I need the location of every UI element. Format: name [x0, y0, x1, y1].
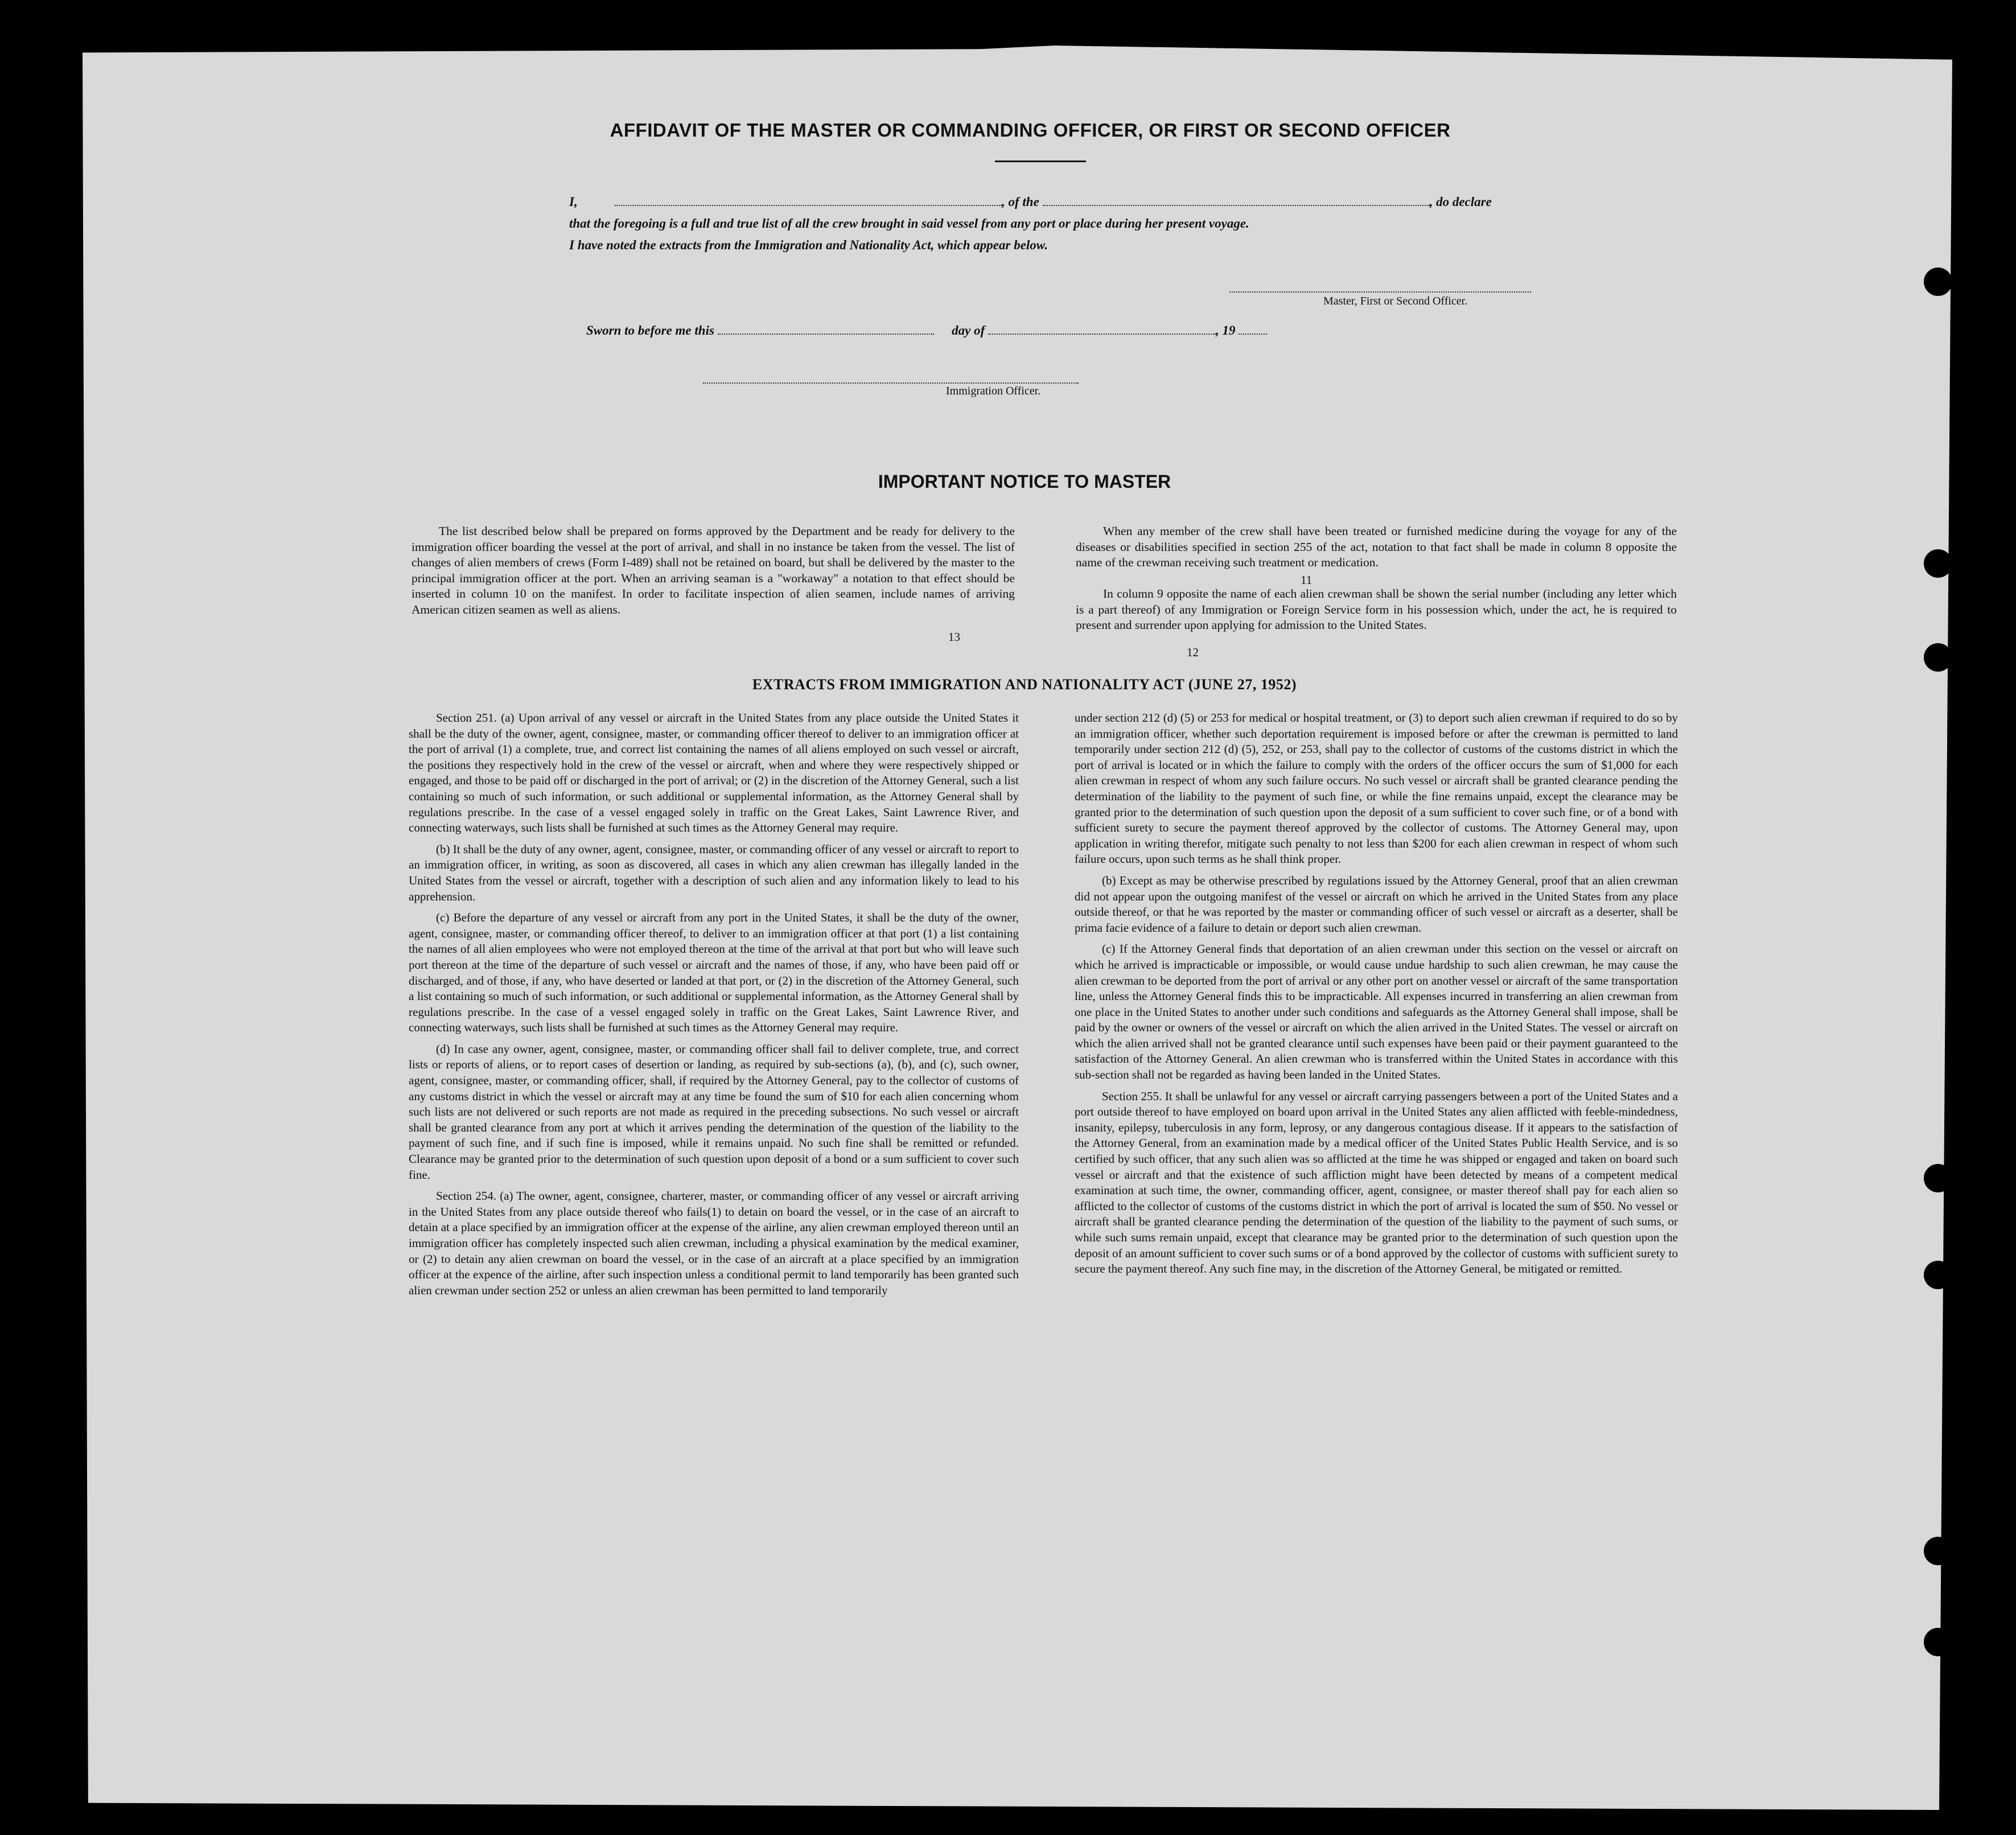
- day-of-label: day of: [952, 323, 985, 338]
- immigration-officer-signature-field[interactable]: [703, 371, 1079, 384]
- declaration-line-2: that the foregoing is a full and true list of all the crew brought in said vessel from any port or place during her present voyage.: [569, 216, 1249, 231]
- section-251-b: (b) It shall be the duty of any owner, agent, consignee, master, or commanding officer of any vessel or aircraft to report to an immigration officer, in writing, as soon as discovered, all cases in which any alien crewman has illegally landed in the United States from the vessel or aircraft, together with a description of such alien and any information likely to lead to his apprehension.: [409, 842, 1019, 903]
- declaration-line-3: I have noted the extracts from the Immigration and Nationality Act, which appear below.: [569, 238, 1048, 252]
- do-declare-label: , do declare: [1429, 195, 1492, 209]
- section-254-a: Section 254. (a) The owner, agent, consignee, charterer, master, or commanding officer of any vessel or aircraft arriving in the United States from any place outside thereof who fails(1) to detain on board the vessel, or in the case of an aircraft to detain at a place specified by an immigration officer at the expense of the airline, any alien crewman employed thereon until an immigration officer has completely inspected such alien crewman, including a physical examination by the medical examiner, or (2) to detain any alien crewman on board the vessel, or in the case of an aircraft at a place specified by an immigration officer at the expence of the airline, after such inspection unless a conditional permit to land temporarily has been granted such alien crewman under section 252 or unless an alien crewman has been permitted to land temporarily: [409, 1189, 1019, 1297]
- extracts-title: EXTRACTS FROM IMMIGRATION AND NATIONALITY ACT (JUNE 27, 1952): [752, 676, 1297, 693]
- section-254-b: (b) Except as may be otherwise prescribed by regulations issued by the Attorney General, proof that an alien crewman did not appear upon the outgoing manifest of the vessel or aircraft on which he arrived in the United States from any place outside thereof, or that he was reported by the master or commanding officer of such vessel or aircraft as a deserter, shall be prima facie evidence of a failure to detain or deport such alien crewman.: [1075, 873, 1678, 935]
- declaration-line-1: [569, 191, 1534, 213]
- vessel-field[interactable]: [1043, 194, 1430, 206]
- extracts-right-column: [1075, 710, 1678, 1283]
- notice-right-number-1: 11: [1301, 573, 1313, 587]
- master-signature-field[interactable]: [1229, 280, 1531, 293]
- notice-right-paragraph-2: In column 9 opposite the name of each alien crewman shall be shown the serial number (including any letter which is a part thereof) of any Immigration or Foreign Service form in his possession which, under the act, he is required to present and surrender upon applying for admission to the United States.: [1076, 587, 1677, 632]
- sworn-label: Sworn to before me this: [586, 323, 714, 338]
- section-254-a-continued: under section 212 (d) (5) or 253 for medical or hospital treatment, or (3) to deport such alien crewman if required to do so by an immigration officer, whether such deportation requirement is imposed before or after the crewman is permitted to land temporarily under section 212 (d) (5), 252, or 253, shall pay to the collector of customs of the customs district in which the port of arrival is located or in which the failure to comply with the orders of the officer occurs the sum of $1,000 for each alien crewman in respect of whom any such failure occurs. No such vessel or aircraft shall be granted clearance pending the determination of the liability to the payment of such fine, or while the fine remains unpaid, except the clearance may be granted prior to the determination of such question upon the deposit of a sum sufficient to cover such fine, or of a bond with sufficient surety to secure the payment thereof approved by the collector of customs. The Attorney General may, upon application in writing therefor, mitigate such penalty to not less than $200 for each alien crewman in respect of whom such failure occurs, upon such terms as he shall think proper.: [1075, 711, 1678, 866]
- section-251-a: Section 251. (a) Upon arrival of any vessel or aircraft in the United States from any place outside the United States it shall be the duty of the owner, agent, consignee, master, or commanding officer thereof to deliver to an immigration officer at the port of arrival (1) a complete, true, and correct list containing the names of all aliens employed on such vessel or aircraft, the positions they respectively hold in the crew of the vessel or aircraft, when and where they were respectively shipped or engaged, and those to be paid off or discharged in the port of arrival; or (2) in the discretion of the Attorney General, such a list containing so much of such information, or such additional or supplemental information, as the Attorney General shall by regulations prescribe. In the case of a vessel engaged solely in traffic on the Great Lakes, Saint Lawrence River, and connecting waterways, such lists shall be furnished at such times as the Attorney General may require.: [409, 711, 1019, 835]
- i-label: I,: [569, 195, 578, 209]
- section-255: Section 255. It shall be unlawful for any vessel or aircraft carrying passengers between a port of the United States and a port outside thereof to have employed on board upon arrival in the United States any alien afflicted with feeble-mindedness, insanity, epilepsy, tuberculosis in any form, leprosy, or any dangerous contagious disease. If it appears to the satisfaction of the Attorney General, from an examination made by a medical officer of the United States Public Health Service, and is so certified by such officer, that any such alien was so afflicted at the time he was shipped or engaged and taken on board such vessel or aircraft and that the existence of such affliction might have been detected by means of a competent medical examination at such time, the owner, commanding officer, agent, consignee, or master thereof shall pay for each alien so afflicted to the collector of customs of the customs district in which the port of arrival is located the sum of $50. No vessel or aircraft shall be granted clearance pending the determination of the question of the liability to the payment of such sums, or while such sums remain unpaid, except that clearance may be granted prior to the determination of such question upon the deposit of an amount sufficient to cover such sums or of a bond approved by the collector of customs with sufficient surety to secure the payment thereof. Any such fine may, in the discretion of the Attorney General, be mitigated or remitted.: [1075, 1089, 1678, 1276]
- notice-right-number-2: 12: [1187, 645, 1199, 659]
- notice-right-paragraph-1: When any member of the crew shall have been treated or furnished medicine during the voyage for any of the diseases or disabilities specified in section 255 of the act, notation to that fact shall be made in column 8 opposite the name of the crewman receiving such treatment or medication.: [1076, 524, 1677, 569]
- notice-left-paragraph: The list described below shall be prepared on forms approved by the Department and be ready for delivery to the immigration officer boarding the vessel at the port of arrival, and shall in no instance be taken from the vessel. The list of changes of alien members of crews (Form I-489) shall not be retained on board, but shall be delivered by the master to the principal immigration officer at the port. When an arriving seaman is a "workaway" a notation to that effect should be inserted in column 10 on the manifest. In order to facilitate inspection of alien seamen, include names of arriving American citizen seamen as well as aliens.: [412, 524, 1015, 616]
- notice-title: IMPORTANT NOTICE TO MASTER: [878, 471, 1171, 492]
- sworn-day-field[interactable]: [718, 322, 934, 335]
- of-the-label: , of the: [1002, 195, 1039, 209]
- year-prefix-label: , 19: [1216, 323, 1236, 338]
- section-254-c: (c) If the Attorney General finds that deportation of an alien crewman under this section on the vessel or aircraft on which he arrived is impracticable or impossible, or would cause undue hardship to such alien crewman, he may cause the alien crewman to be deported from the port of arrival or any other port on another vessel or aircraft of the same transportation line, unless the Attorney General finds this to be impracticable. All expenses incurred in transferring an alien crewman from one place in the United States to another under such conditions and safeguards as the Attorney General shall impose, shall be paid by the owner or owners of the vessel or aircraft on which the alien arrived in the United States. The vessel or aircraft on which the alien arrived shall not be granted clearance until such expenses have been paid or their payment guaranteed to the satisfaction of the Attorney General. An alien crewman who is transferred within the United States in accordance with this sub-section shall not be regarded as having been landed in the United States.: [1075, 942, 1678, 1082]
- section-251-d: (d) In case any owner, agent, consignee, master, or commanding officer shall fail to deliver complete, true, and correct lists or reports of aliens, or to report cases of desertion or landing, as required by sub-sections (a), (b), and (c), such owner, agent, consignee, master, or commanding officer, shall, if required by the Attorney General, pay to the collector of customs of any customs district in which the vessel or aircraft may at any time be found the sum of $10 for each alien concerning whom such lists are not delivered or such reports are not made as required in the preceding subsections. No such vessel or aircraft shall be granted clearance from any port at which it arrives pending the determination of the question of the liability to the payment of such fine, and if such fine is imposed, while it remains unpaid. No such fine shall be remitted or refunded. Clearance may be granted prior to the determination of such question upon deposit of a bond or a sum sufficient to cover such fine.: [409, 1042, 1019, 1182]
- name-field[interactable]: [615, 194, 1002, 206]
- section-251-c: (c) Before the departure of any vessel or aircraft from any port in the United States, it shall be the duty of the owner, agent, consignee, master, or commanding officer thereof, to deliver to an immigration officer at that port (1) a list containing the names of all alien employees who were not employed thereon at the time of the arrival at that port but who will leave such port thereon at the time of the departure of such vessel or aircraft and the names of those, if any, who have been paid off or discharged, and of those, if any, who have deserted or landed at that port, or (2) in the discretion of the Attorney General, such a list containing so much of such information, or such additional or supplemental information, as the Attorney General shall by regulations prescribe. In the case of a vessel engaged solely in traffic on the Great Lakes, Saint Lawrence River, and connecting waterways, such lists shall be furnished at such times as the Attorney General may require.: [409, 911, 1019, 1035]
- master-label: Master, First or Second Officer.: [1323, 295, 1468, 307]
- title-rule: [995, 161, 1086, 162]
- sworn-line: [586, 322, 1267, 338]
- affidavit-title: AFFIDAVIT OF THE MASTER OR COMMANDING OFFICER, OR FIRST OR SECOND OFFICER: [610, 120, 1451, 141]
- sworn-month-field[interactable]: [988, 322, 1216, 335]
- notice-left-number: 13: [948, 630, 960, 644]
- declaration-block: [569, 191, 1534, 256]
- immigration-officer-label: Immigration Officer.: [946, 385, 1041, 397]
- sworn-year-field[interactable]: [1239, 322, 1267, 335]
- extracts-left-column: [409, 710, 1019, 1304]
